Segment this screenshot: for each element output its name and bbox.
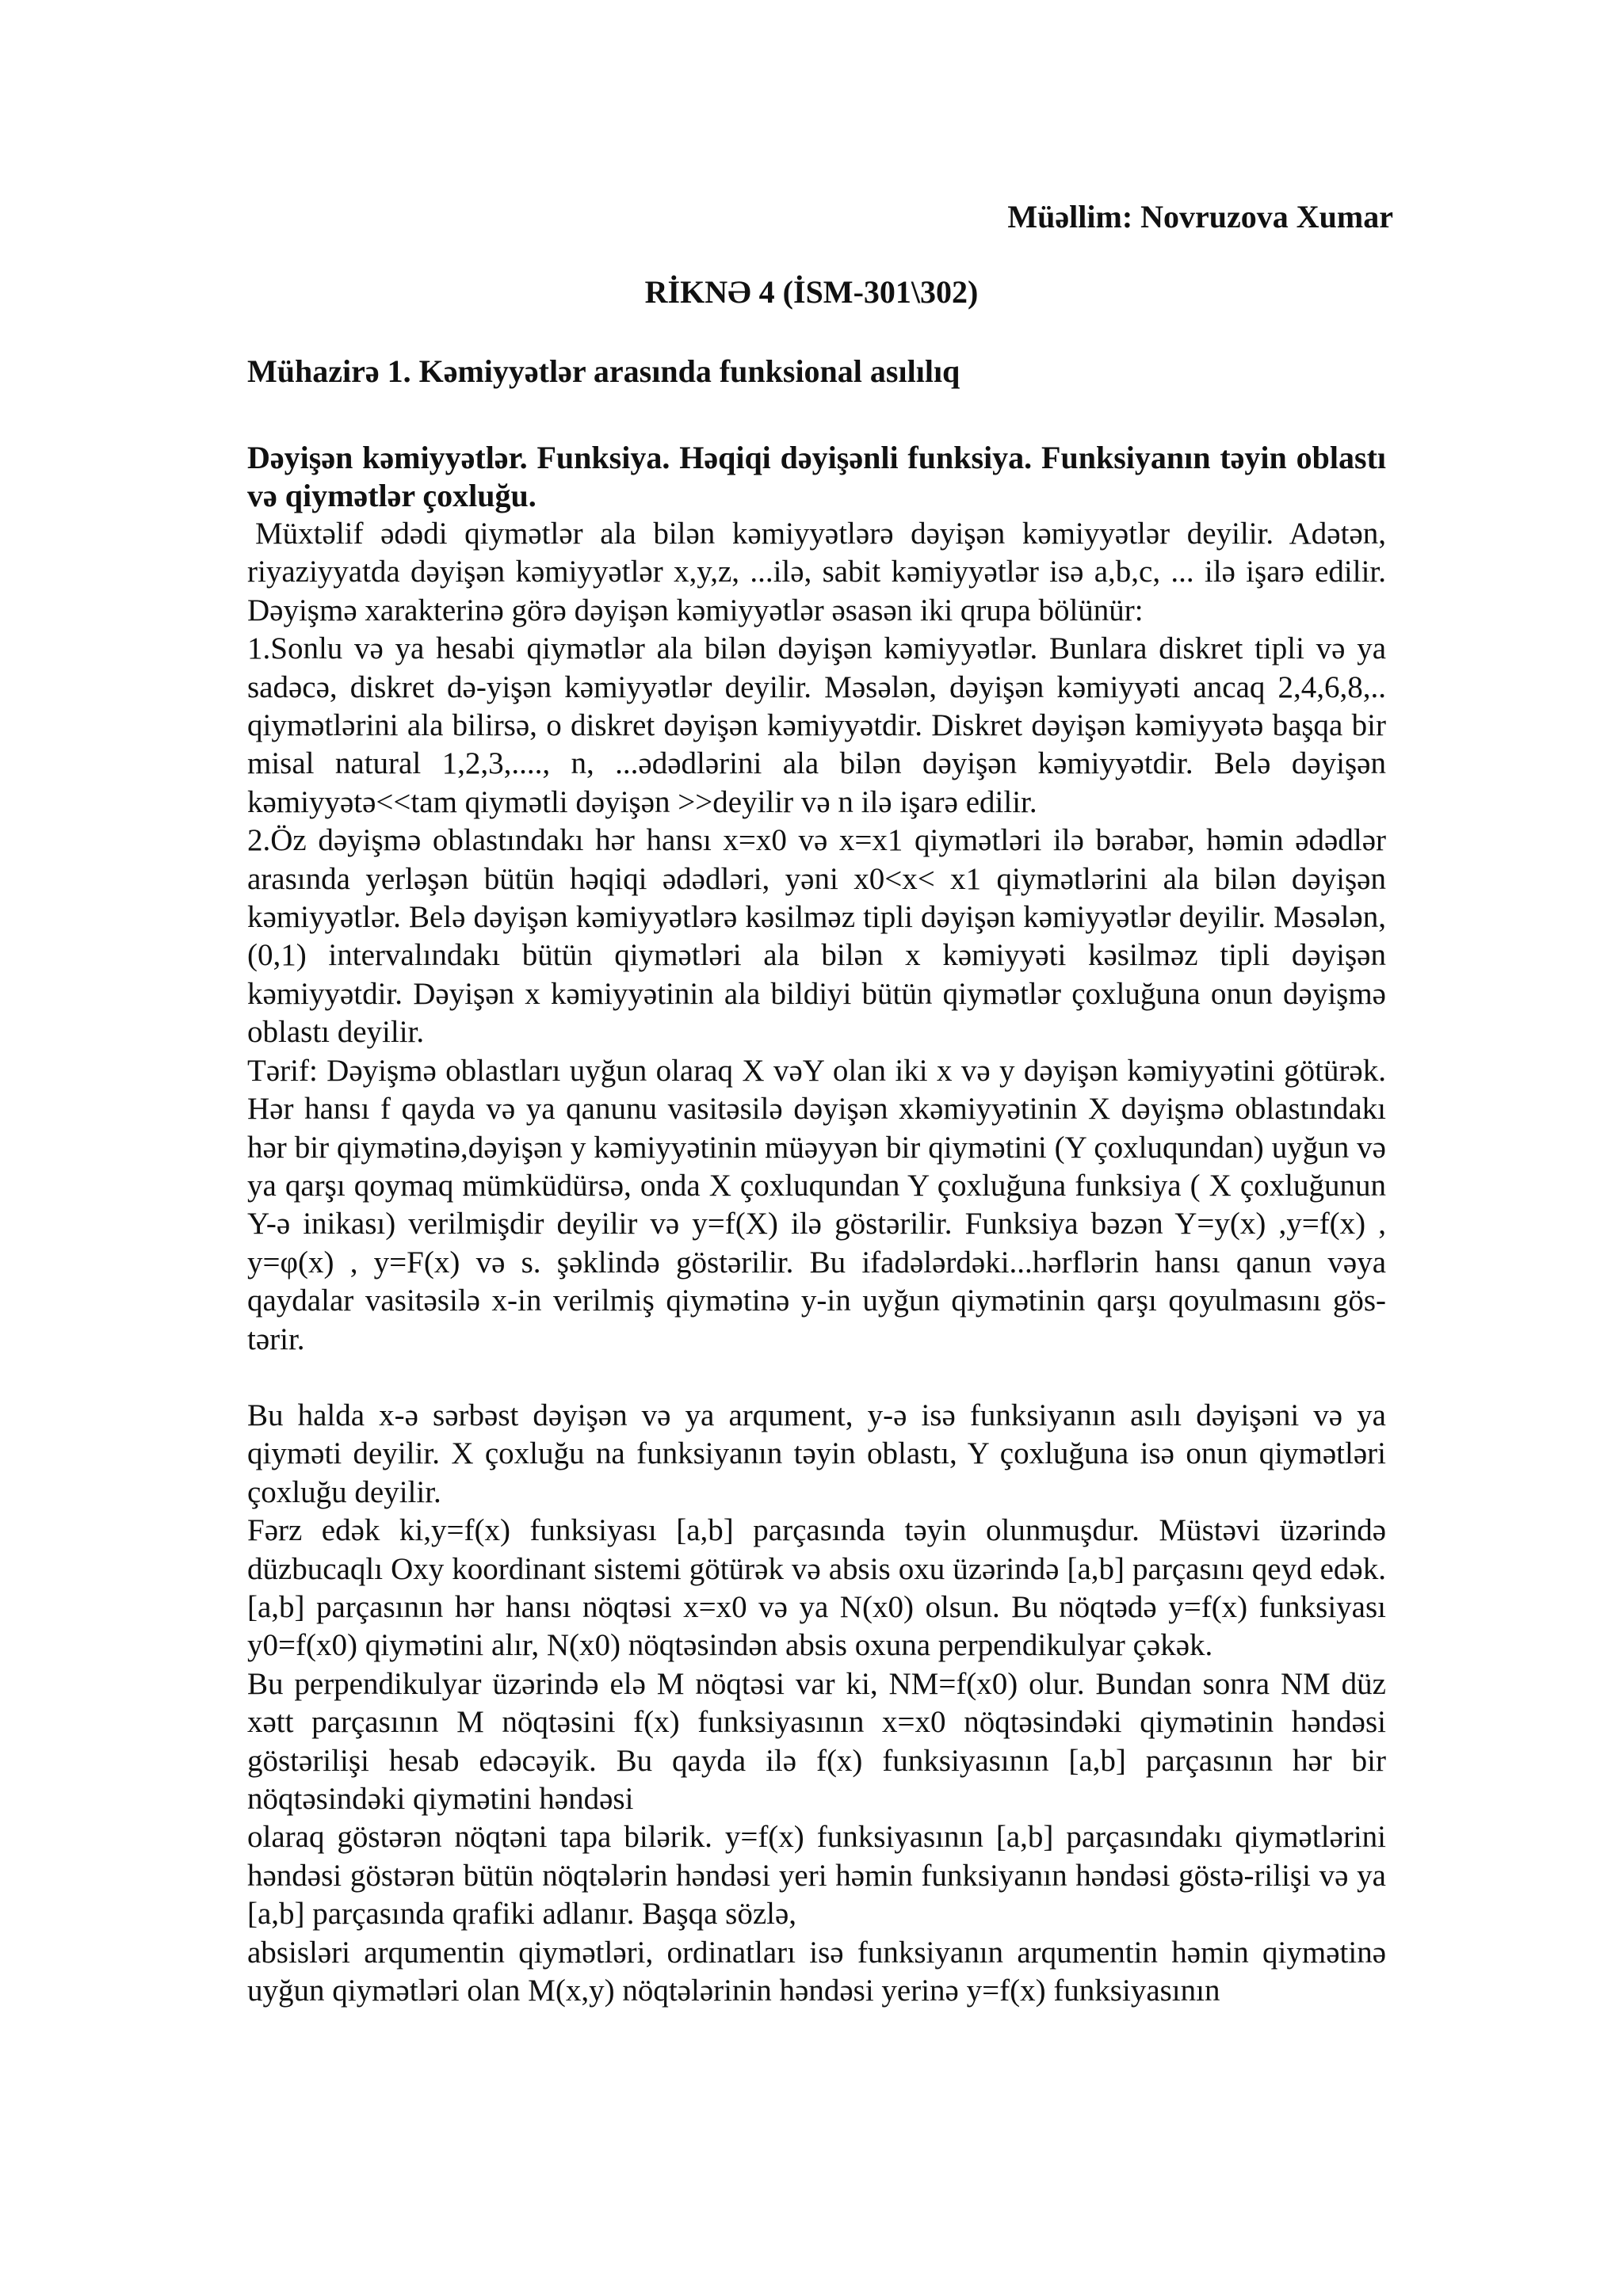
paragraph: Tərif: Dəyişmə oblastları uyğun olaraq X vəY olan iki x və y dəyişən kəmiyyətini götürək. Hər hansı f qayda və ya qanunu vasitəsilə dəyişən xkəmiyyətinin X dəyişmə oblastındakı hər bir qiymətinə,dəyişən y kəmiyyətinin müəyyən bir qiymətini (Y çoxluqundan) uyğun və ya qarşı qoymaq mümküdürsə, onda X çoxluqundan Y çoxluğuna funksiya ( X çoxluğunun Y-ə inikası) verilmişdir deyilir və y=f(X) ilə göstərilir. Funksiya bəzən Y=y(x) ,y=f(x) , y=φ(x) , y=F(x) və s. şəklində göstərilir. Bu ifadələrdəki...hərflərin hansı qanun vəya qaydalar vasitəsilə x-in verilmiş qiymətinə y-in uyğun qiymətinin qarşı qoyulmasını gös-tərir. [247,1053,1386,1356]
paragraph: absisləri arqumentin qiymətləri, ordinatları isə funksiyanın arqumentin həmin qiymətinə uyğun qiymətləri olan M(x,y) nöqtələrinin həndəsi yerinə y=f(x) funksiyasının [247,1935,1386,2008]
paragraph: Bu perpendikulyar üzərində elə M nöqtəsi var ki, NM=f(x0) olur. Bundan sonra NM düz xətt parçasının M nöqtəsini f(x) funksiyasının x=x0 nöqtəsindəki qiymətinin həndəsi göstərilişi hesab edəcəyik. Bu qayda ilə f(x) funksiyasının [a,b] parçasının hər bir nöqtəsindəki qiymətini həndəsi [247,1666,1386,1816]
document-body [247,352,1386,2010]
teacher-name: Müəllim: Novruzova Xumar [1007,199,1393,235]
topic-heading: Dəyişən kəmiyyətlər. Funksiya. Həqiqi dəyişənli funksiya. Funksiyanın təyin oblastı və qiymətlər çoxluğu. [247,440,1386,513]
paragraph: olaraq göstərən nöqtəni tapa bilərik. y=f(x) funksiyasının [a,b] parçasındakı qiymətlərini həndəsi göstərən bütün nöqtələrin həndəsi yeri həmin funksiyanın həndəsi göstə-rilişi və ya [a,b] parçasında qrafiki adlanır. Başqa sözlə, [247,1820,1386,1932]
paragraph: 2.Öz dəyişmə oblastındakı hər hansı x=x0 və x=x1 qiymətləri ilə bərabər, həmin ədədlər arasında yerləşən bütün həqiqi ədədləri, yəni x0<x< x1 qiymətlərini ala bilən dəyişən kəmiyyətlər. Belə dəyişən kəmiyyətlərə kəsilməz tipli dəyişən kəmiyyətlər deyilir. Məsələn, (0,1) intervalındakı bütün qiymətləri ala bilən x kəmiyyəti kəsilməz tipli dəyişən kəmiyyətdir. Dəyişən x kəmiyyətinin ala bildiyi bütün qiymətlər çoxluğuna onun dəyişmə oblastı deyilir. [247,823,1386,1050]
paragraph: Bu halda x-ə sərbəst dəyişən və ya arqument, y-ə isə funksiyanın asılı dəyişəni və ya qiyməti deyilir. X çoxluğu na funksiyanın təyin oblastı, Y çoxluğuna isə onun qiymətləri çoxluğu deyilir. [247,1398,1386,1509]
lecture-title: Mühazirə 1. Kəmiyyətlər arasında funksional asılılıq [247,353,960,389]
paragraph-gap [247,1359,1386,1397]
course-title: RİKNƏ 4 (İSM-301\302) [644,274,979,310]
paragraph: 1.Sonlu və ya hesabi qiymətlər ala bilən dəyişən kəmiyyətlər. Bunlara diskret tipli və ya sadəcə, diskret də-yişən kəmiyyətlər deyilir. Məsələn, dəyişən kəmiyyəti ancaq 2,4,6,8,.. qiymətlərini ala bilirsə, o diskret dəyişən kəmiyyətdir. Diskret dəyişən kəmiyyətə başqa bir misal natural 1,2,3,...., n, ...ədədlərini ala bilən dəyişən kəmiyyətdir. Belə dəyişən kəmiyyətə<<tam qiymətli dəyişən >>deyilir və n ilə işarə edilir. [247,631,1386,819]
paragraph: Fərz edək ki,y=f(x) funksiyası [a,b] parçasında təyin olunmuşdur. Müstəvi üzərində düzbucaqlı Oxy koordinant sistemi götürək və absis oxu üzərində [a,b] parçasını qeyd edək. [a,b] parçasının hər hansı nöqtəsi x=x0 və ya N(x0) olsun. Bu nöqtədə y=f(x) funksiyası y0=f(x0) qiymətini alır, N(x0) nöqtəsindən absis oxuna perpendikulyar çəkək. [247,1513,1386,1663]
paragraph: Müxtəlif ədədi qiymətlər ala bilən kəmiyyətlərə dəyişən kəmiyyətlər deyilir. Adətən, riyaziyyatda dəyişən kəmiyyətlər x,y,z, ...ilə, sabit kəmiyyətlər isə a,b,c, ... ilə işarə edilir. Dəyişmə xarakterinə görə dəyişən kəmiyyətlər əsasən iki qrupa bölünür: [247,517,1386,627]
